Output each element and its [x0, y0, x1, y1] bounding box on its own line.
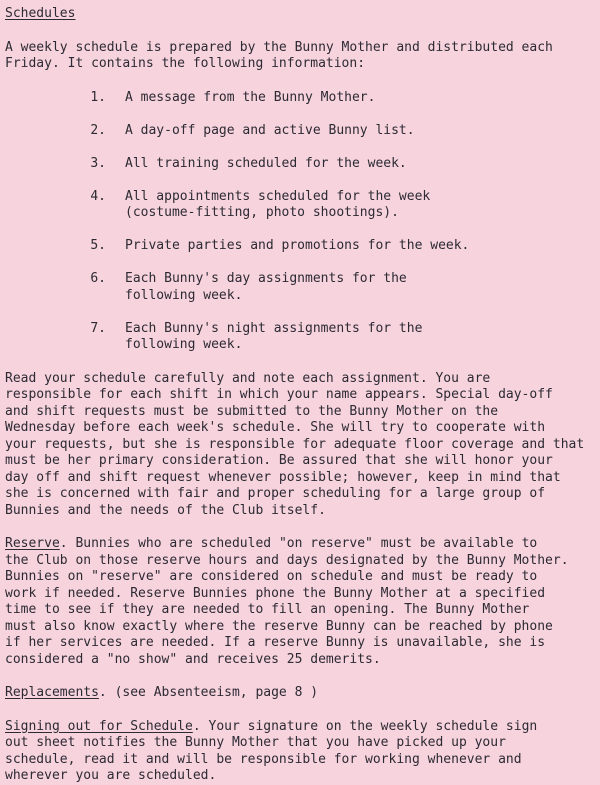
list-item	[5, 189, 596, 222]
list-item-text: All training scheduled for the week.	[125, 155, 407, 171]
reserve-body: . Bunnies who are scheduled "on reserve" must be available to the Club on those reserve hours and days designated by the Bunny Mother. Bunnies on "reserve" are considered on schedule and must be ready to work if needed. Reserve Bunnies phone the Bunny Mother at a specified time to see if they are needed to fill an opening. The Bunny Mother must also know exactly where the reserve Bunny can be reached by phone if her services are needed. If a reserve Bunny is unavailable, she is considered a "no show" and receives 25 demerits.	[5, 536, 569, 667]
list-item-number: 6.	[90, 271, 106, 286]
list-item-text: Private parties and promotions for the week.	[125, 238, 470, 253]
list-item	[5, 123, 596, 140]
intro-paragraph: A weekly schedule is prepared by the Bunny Mother and distributed each Friday. It contains the following information:	[5, 39, 553, 71]
replacements-heading: Replacements	[5, 685, 99, 700]
list-item	[5, 321, 596, 354]
list-item-number: 4.	[90, 188, 106, 204]
list-item	[5, 271, 596, 304]
signing-out-body: . Your signature on the weekly schedule sign out sheet notifies the Bunny Mother that you have picked up your schedule, read it and will be responsible for working whenever and wherever you are scheduled.	[5, 718, 538, 783]
replacements-paragraph	[5, 685, 596, 702]
list-item	[5, 156, 596, 173]
list-item-number: 7.	[90, 320, 106, 336]
reserve-paragraph	[5, 536, 596, 668]
list-item-number: 5.	[90, 238, 106, 253]
read-schedule-paragraph: Read your schedule carefully and note each assignment. You are responsible for each shift in which your name appears. Special day-off and shift requests must be submitted to the Bunny Mother on the Wednesday before each week's schedule. She will try to cooperate with your requests, but she is responsible for adequate floor coverage and that must be her primary consideration. Be assured that she will honor your day off and shift request whenever possible; however, keep in mind that she is concerned with fair and proper scheduling for a large group of Bunnies and the needs of the Club itself.	[5, 370, 585, 518]
schedule-contents-list	[5, 90, 596, 354]
list-item-number: 1.	[90, 89, 106, 105]
section-heading-schedules: Schedules	[5, 6, 76, 21]
list-item-text: A day-off page and active Bunny list.	[125, 122, 415, 138]
replacements-body: . (see Absenteeism, page 8 )	[98, 685, 319, 700]
list-item	[5, 90, 596, 107]
list-item	[5, 238, 596, 255]
signing-out-paragraph	[5, 719, 596, 785]
signing-out-heading: Signing out for Schedule	[5, 718, 193, 734]
list-item-text: Each Bunny's day assignments for the following week.	[125, 271, 407, 303]
list-item-number: 3.	[90, 155, 106, 171]
reserve-heading: Reserve	[5, 536, 60, 551]
list-item-number: 2.	[90, 122, 106, 138]
list-item-text: All appointments scheduled for the week (costume-fitting, photo shootings).	[125, 188, 431, 220]
list-item-text: Each Bunny's night assignments for the following week.	[125, 320, 423, 352]
list-item-text: A message from the Bunny Mother.	[125, 89, 376, 105]
